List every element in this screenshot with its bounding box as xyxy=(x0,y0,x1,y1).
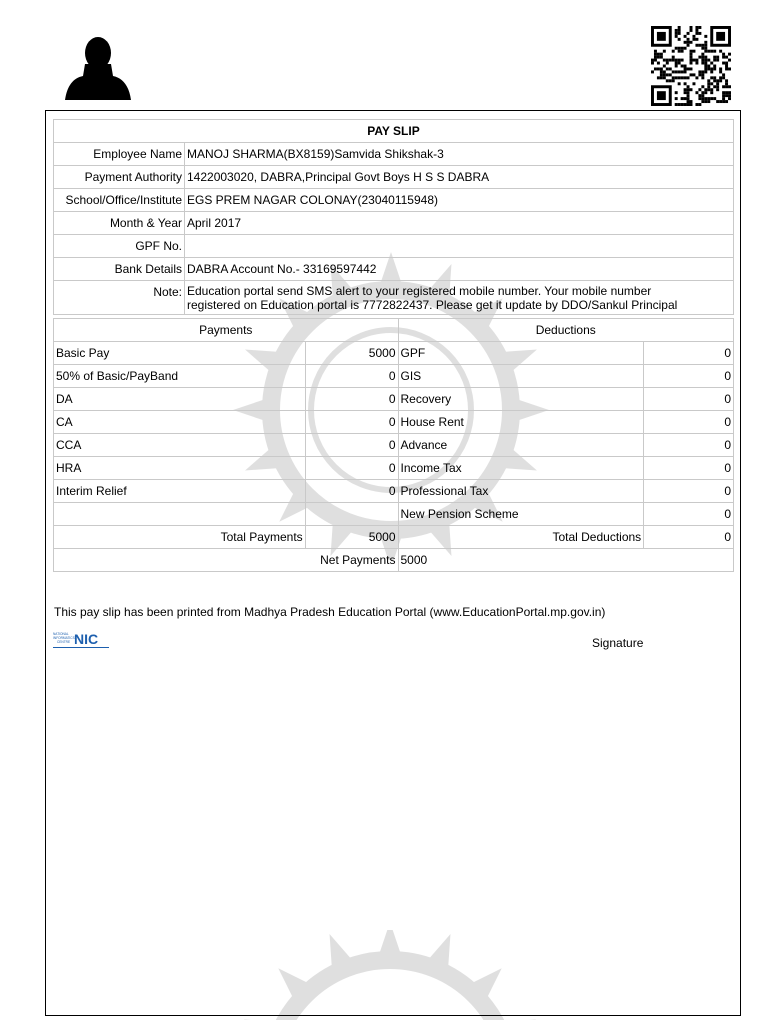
svg-text:NATIONAL: NATIONAL xyxy=(53,632,69,636)
payments-table xyxy=(53,318,734,572)
deduction-label: Recovery xyxy=(398,388,644,411)
deduction-label: Professional Tax xyxy=(398,480,644,503)
table-row xyxy=(54,457,734,480)
total-payments-value: 5000 xyxy=(305,526,398,549)
net-row xyxy=(54,549,734,572)
svg-text:INFORMATICS: INFORMATICS xyxy=(53,636,75,640)
detail-value: DABRA Account No.- 33169597442 xyxy=(185,258,734,281)
detail-row xyxy=(54,166,734,189)
detail-label: School/Office/Institute xyxy=(54,189,185,212)
nic-logo-text: NIC xyxy=(74,631,99,647)
payment-label: Interim Relief xyxy=(54,480,306,503)
deduction-value: 0 xyxy=(644,388,734,411)
payment-label: Basic Pay xyxy=(54,342,306,365)
detail-label: Bank Details xyxy=(54,258,185,281)
note-label: Note: xyxy=(54,281,185,315)
detail-value: EGS PREM NAGAR COLONAY(23040115948) xyxy=(185,189,734,212)
deduction-label: New Pension Scheme xyxy=(398,503,644,526)
table-row xyxy=(54,342,734,365)
deduction-value: 0 xyxy=(644,457,734,480)
payment-value: 5000 xyxy=(305,342,398,365)
detail-value: April 2017 xyxy=(185,212,734,235)
qr-code xyxy=(651,26,731,108)
table-row xyxy=(54,365,734,388)
deduction-value: 0 xyxy=(644,503,734,526)
detail-label: Month & Year xyxy=(54,212,185,235)
printed-from-note: This pay slip has been printed from Madhya Pradesh Education Portal (www.EducationPortal.mp.gov.in) xyxy=(54,605,606,619)
total-deductions-label: Total Deductions xyxy=(398,526,644,549)
table-row xyxy=(54,434,734,457)
net-payments-label: Net Payments xyxy=(54,549,399,572)
detail-row xyxy=(54,258,734,281)
payment-value: 0 xyxy=(305,480,398,503)
slip-title: PAY SLIP xyxy=(54,120,734,143)
payment-value: 0 xyxy=(305,365,398,388)
detail-row xyxy=(54,189,734,212)
deduction-value: 0 xyxy=(644,480,734,503)
totals-row xyxy=(54,526,734,549)
deduction-value: 0 xyxy=(644,411,734,434)
deduction-label: GIS xyxy=(398,365,644,388)
net-payments-value: 5000 xyxy=(398,549,734,572)
details-table xyxy=(53,119,734,315)
deduction-value: 0 xyxy=(644,342,734,365)
table-row xyxy=(54,411,734,434)
deductions-header: Deductions xyxy=(398,319,734,342)
deduction-label: GPF xyxy=(398,342,644,365)
detail-value xyxy=(185,235,734,258)
payments-header: Payments xyxy=(54,319,399,342)
payment-label: CA xyxy=(54,411,306,434)
payment-value: 0 xyxy=(305,457,398,480)
signature-label: Signature xyxy=(592,636,644,650)
table-row xyxy=(54,388,734,411)
total-deductions-value: 0 xyxy=(644,526,734,549)
payment-label: CCA xyxy=(54,434,306,457)
deduction-label: Advance xyxy=(398,434,644,457)
nic-logo xyxy=(53,630,113,650)
svg-text:CENTRE: CENTRE xyxy=(57,640,71,644)
deduction-value: 0 xyxy=(644,434,734,457)
table-row xyxy=(54,503,734,526)
note-line-2: registered on Education portal is 7772822437. Please get it update by DDO/Sankul Principal xyxy=(187,297,678,312)
detail-row xyxy=(54,143,734,166)
detail-label: GPF No. xyxy=(54,235,185,258)
payment-value: 0 xyxy=(305,434,398,457)
detail-row xyxy=(54,212,734,235)
detail-value: MANOJ SHARMA(BX8159)Samvida Shikshak-3 xyxy=(185,143,734,166)
note-row xyxy=(54,281,734,315)
note-line-1: Education portal send SMS alert to your registered mobile number. Your mobile number xyxy=(187,283,652,298)
detail-label: Employee Name xyxy=(54,143,185,166)
table-row xyxy=(54,480,734,503)
payment-label xyxy=(54,503,306,526)
deduction-label: House Rent xyxy=(398,411,644,434)
detail-label: Payment Authority xyxy=(54,166,185,189)
detail-row xyxy=(54,235,734,258)
payment-value: 0 xyxy=(305,388,398,411)
payment-label: DA xyxy=(54,388,306,411)
deduction-value: 0 xyxy=(644,365,734,388)
payment-label: 50% of Basic/PayBand xyxy=(54,365,306,388)
payment-value xyxy=(305,503,398,526)
payment-value: 0 xyxy=(305,411,398,434)
detail-value: 1422003020, DABRA,Principal Govt Boys H S S DABRA xyxy=(185,166,734,189)
deduction-label: Income Tax xyxy=(398,457,644,480)
total-payments-label: Total Payments xyxy=(54,526,306,549)
avatar xyxy=(63,36,133,102)
payment-label: HRA xyxy=(54,457,306,480)
note-text xyxy=(185,281,734,315)
